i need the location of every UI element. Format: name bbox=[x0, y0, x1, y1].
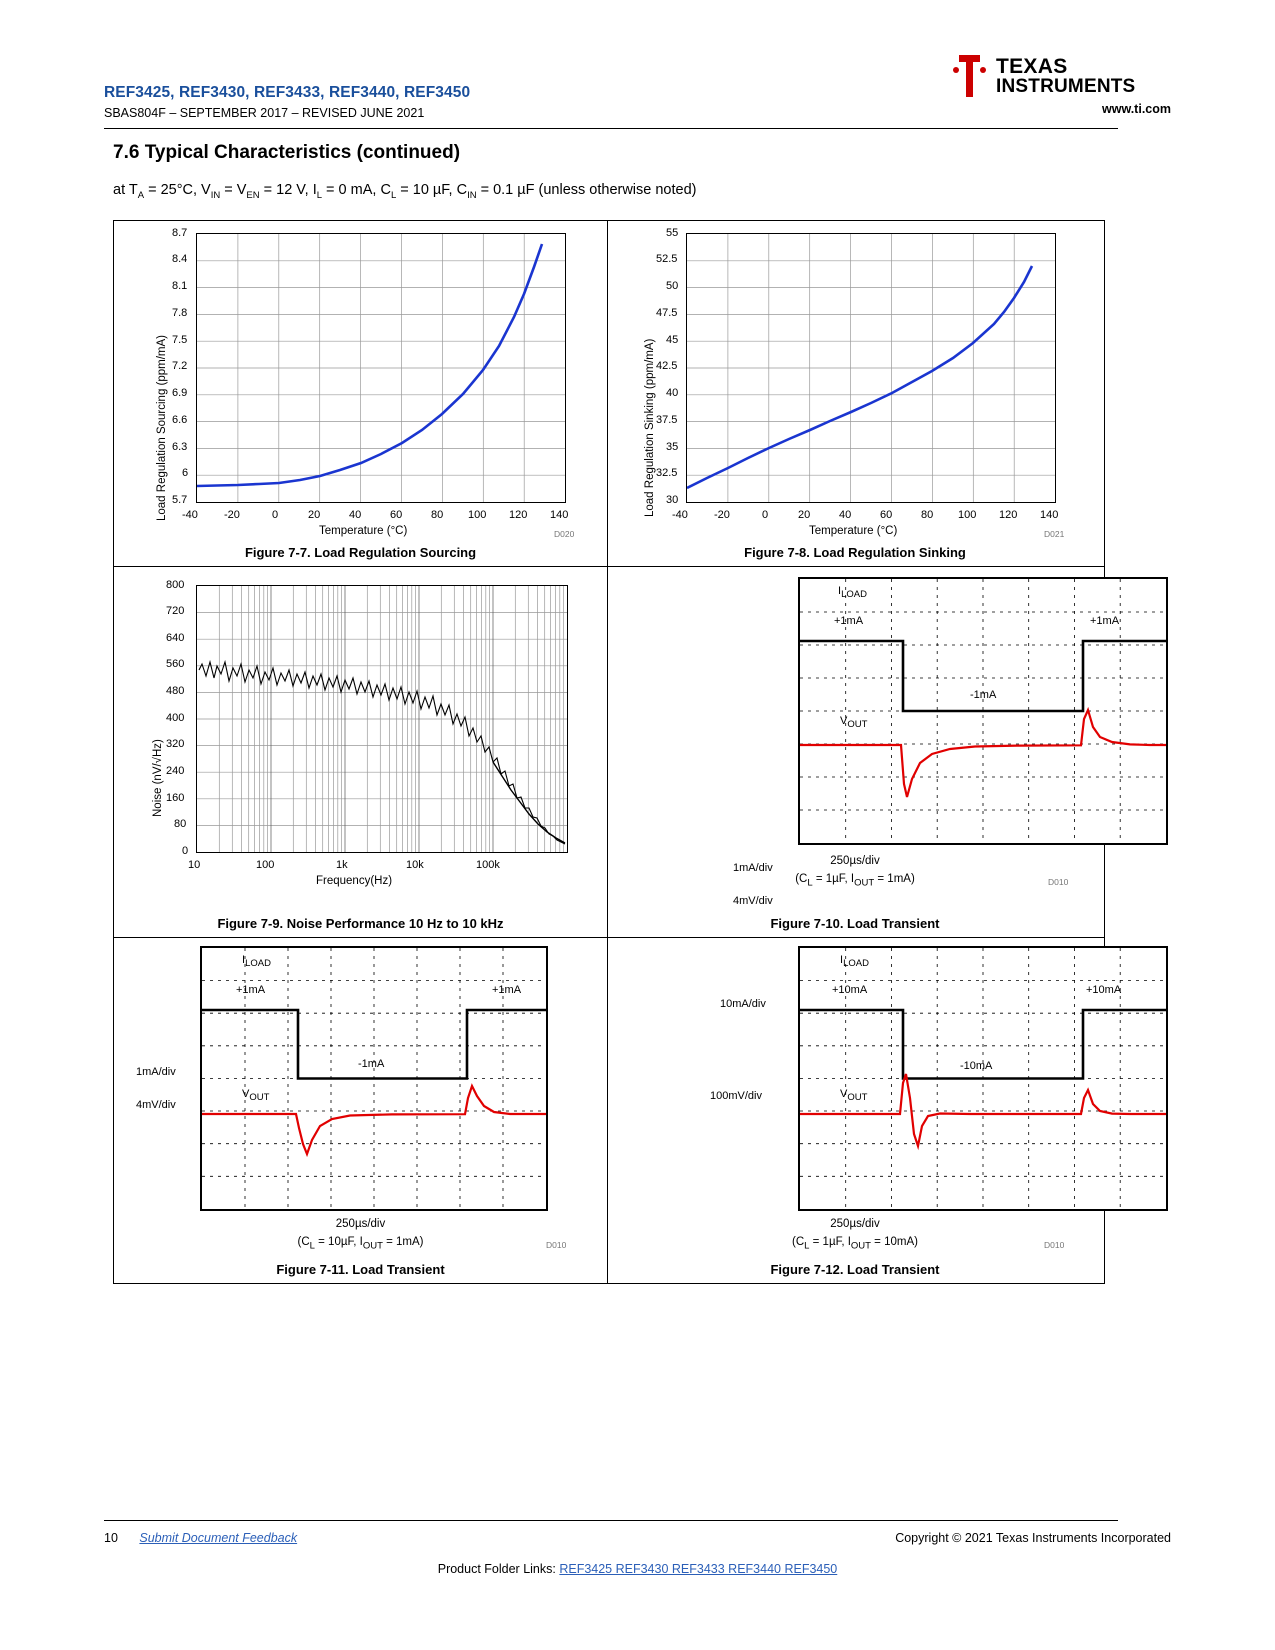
x-tick: 100 bbox=[958, 509, 977, 521]
y-tick: 720 bbox=[166, 605, 185, 617]
x-tick: 80 bbox=[921, 509, 934, 521]
figure-7-8 bbox=[608, 221, 1102, 566]
level-high-right: +1mA bbox=[492, 984, 522, 996]
y-tick: 6.3 bbox=[172, 441, 188, 453]
y-tick: 6.9 bbox=[172, 387, 188, 399]
x-tick: 10 bbox=[188, 859, 201, 871]
y-tick: 6.6 bbox=[172, 414, 188, 426]
y-axis-label: Noise (nV/√Hz) bbox=[152, 739, 164, 817]
x-axis-label: Temperature (°C) bbox=[809, 525, 898, 537]
figure-caption: Figure 7-12. Load Transient bbox=[770, 1262, 940, 1277]
timebase-label: 250µs/div bbox=[830, 855, 880, 867]
scale-i-label: 10mA/div bbox=[720, 998, 766, 1010]
document-id: SBAS804F – SEPTEMBER 2017 – REVISED JUNE 2021 bbox=[104, 106, 425, 120]
ti-logo-line1: TEXAS bbox=[996, 54, 1068, 78]
scale-v-label: 4mV/div bbox=[136, 1099, 176, 1111]
ti-logo bbox=[951, 55, 1171, 116]
footer-divider bbox=[104, 1520, 1118, 1521]
product-folder-links bbox=[0, 1562, 1275, 1576]
iload-label: $I_{LOAD}$ bbox=[840, 954, 869, 970]
level-high-left: +1mA bbox=[834, 615, 864, 627]
x-axis-label: Temperature (°C) bbox=[319, 525, 408, 537]
y-tick: 42.5 bbox=[656, 360, 678, 372]
figure-7-12 bbox=[608, 938, 1122, 1283]
scope-conditions: ($C_L = 10\mu F$, $I_{OUT} = 1mA$) bbox=[297, 1236, 424, 1252]
figure-code: D021 bbox=[1044, 529, 1065, 539]
y-tick: 40 bbox=[666, 387, 679, 399]
x-tick: 100k bbox=[476, 859, 500, 871]
figure-7-10 bbox=[608, 567, 1120, 937]
y-tick: 7.8 bbox=[172, 307, 188, 319]
y-tick: 640 bbox=[166, 632, 185, 644]
y-tick: 320 bbox=[166, 738, 185, 750]
y-tick: 32.5 bbox=[656, 467, 678, 479]
iload-label: $I_{LOAD}$ bbox=[242, 954, 271, 970]
x-tick: -20 bbox=[714, 509, 730, 521]
x-axis-label: Frequency(Hz) bbox=[316, 875, 393, 887]
y-tick: 6 bbox=[182, 467, 189, 479]
scale-i-label: 1mA/div bbox=[733, 862, 773, 874]
product-links[interactable]: REF3425 REF3430 REF3433 REF3440 REF3450 bbox=[559, 1562, 838, 1576]
figures-grid bbox=[113, 220, 1122, 1284]
test-conditions: at $T_A = 25^\circ C$, $V_{IN} = V_{EN} = 12$ V, $I_L = 0$ mA, $C_L = 10$ µF, $C_{IN} = 0.1$ µF (unless otherwise noted) bbox=[113, 182, 697, 201]
level-high-right: +10mA bbox=[1086, 984, 1122, 996]
x-tick: 40 bbox=[839, 509, 852, 521]
figure-caption: Figure 7-8. Load Regulation Sinking bbox=[744, 545, 966, 560]
figure-code: D010 bbox=[546, 1240, 567, 1250]
level-low: -1mA bbox=[970, 689, 997, 701]
vout-label: $V_{OUT}$ bbox=[242, 1088, 270, 1104]
y-tick: 37.5 bbox=[656, 414, 678, 426]
y-tick: 50 bbox=[666, 280, 679, 292]
y-tick: 7.5 bbox=[172, 334, 188, 346]
x-tick: 120 bbox=[509, 509, 528, 521]
x-tick: 140 bbox=[550, 509, 569, 521]
figure-caption: Figure 7-7. Load Regulation Sourcing bbox=[244, 545, 477, 560]
figure-caption: Figure 7-10. Load Transient bbox=[770, 916, 940, 931]
x-tick: 100 bbox=[468, 509, 487, 521]
scope-conditions: ($C_L = 1\mu F$, $I_{OUT} = 1mA$) bbox=[795, 873, 915, 889]
y-tick: 240 bbox=[166, 765, 185, 777]
level-high-left: +1mA bbox=[236, 984, 266, 996]
y-tick: 47.5 bbox=[656, 307, 678, 319]
figure-caption: Figure 7-11. Load Transient bbox=[276, 1262, 445, 1277]
x-tick: 80 bbox=[431, 509, 444, 521]
figure-7-9 bbox=[114, 567, 608, 937]
x-tick: 20 bbox=[798, 509, 811, 521]
page-number: 10 bbox=[104, 1531, 118, 1545]
ti-logo-line2: INSTRUMENTS bbox=[996, 76, 1136, 98]
x-tick: 140 bbox=[1040, 509, 1059, 521]
product-links-label: Product Folder Links: bbox=[437, 1562, 556, 1576]
y-tick: 8.7 bbox=[172, 227, 188, 239]
y-tick: 7.2 bbox=[172, 360, 188, 372]
level-high-left: +10mA bbox=[832, 984, 868, 996]
figure-7-11 bbox=[114, 938, 608, 1283]
header-divider bbox=[104, 128, 1118, 129]
section-heading: 7.6 Typical Characteristics (continued) bbox=[113, 142, 461, 163]
x-tick: -20 bbox=[224, 509, 240, 521]
iload-label: $I_{LOAD}$ bbox=[838, 585, 867, 601]
vout-label: $V_{OUT}$ bbox=[840, 1088, 868, 1104]
x-tick: 60 bbox=[880, 509, 893, 521]
figure-code: D020 bbox=[554, 529, 575, 539]
level-high-right: +1mA bbox=[1090, 615, 1120, 627]
y-tick: 35 bbox=[666, 441, 679, 453]
figure-code: D010 bbox=[1048, 877, 1069, 887]
x-tick: 40 bbox=[349, 509, 362, 521]
vout-label: $V_{OUT}$ bbox=[840, 715, 868, 731]
x-tick: 60 bbox=[390, 509, 403, 521]
y-tick: 400 bbox=[166, 712, 185, 724]
y-axis-label: Load Regulation Sourcing (ppm/mA) bbox=[156, 334, 168, 521]
y-tick: 45 bbox=[666, 334, 679, 346]
timebase-label: 250µs/div bbox=[335, 1218, 386, 1230]
y-tick: 160 bbox=[166, 792, 185, 804]
y-tick: 0 bbox=[182, 845, 189, 857]
level-low: -10mA bbox=[960, 1060, 993, 1072]
figure-caption: Figure 7-9. Noise Performance 10 Hz to 10 kHz bbox=[217, 916, 504, 931]
y-tick: 5.7 bbox=[172, 494, 188, 506]
y-tick: 30 bbox=[666, 494, 679, 506]
ti-website-link[interactable]: www.ti.com bbox=[1102, 102, 1171, 116]
y-tick: 800 bbox=[166, 579, 185, 591]
ti-mark-icon bbox=[951, 55, 989, 97]
figure-code: D010 bbox=[1044, 1240, 1065, 1250]
y-tick: 480 bbox=[166, 685, 185, 697]
y-tick: 52.5 bbox=[656, 253, 678, 265]
y-tick: 560 bbox=[166, 658, 185, 670]
y-tick: 8.4 bbox=[172, 253, 188, 265]
scale-v-label: 4mV/div bbox=[733, 895, 773, 907]
submit-feedback-link[interactable]: Submit Document Feedback bbox=[139, 1531, 298, 1545]
y-tick: 80 bbox=[174, 818, 187, 830]
y-tick: 8.1 bbox=[172, 280, 188, 292]
y-axis-label: Load Regulation Sinking (ppm/mA) bbox=[644, 338, 656, 517]
x-tick: 120 bbox=[999, 509, 1018, 521]
x-tick: 1k bbox=[336, 859, 348, 871]
scale-i-label: 1mA/div bbox=[136, 1066, 176, 1078]
y-tick: 55 bbox=[666, 227, 679, 239]
timebase-label: 250µs/div bbox=[830, 1218, 880, 1230]
scale-v-label: 100mV/div bbox=[710, 1090, 762, 1102]
plot-area bbox=[196, 585, 568, 853]
plot-area bbox=[196, 233, 566, 503]
x-tick: 0 bbox=[762, 509, 769, 521]
scope-conditions: ($C_L = 1\mu F$, $I_{OUT} = 10mA$) bbox=[792, 1236, 918, 1252]
x-tick: 0 bbox=[272, 509, 279, 521]
x-tick: -40 bbox=[672, 509, 688, 521]
page-title: REF3425, REF3430, REF3433, REF3440, REF3450 bbox=[104, 84, 471, 101]
x-tick: 20 bbox=[308, 509, 321, 521]
plot-area bbox=[686, 233, 1056, 503]
x-tick: 100 bbox=[256, 859, 275, 871]
x-tick: 10k bbox=[406, 859, 424, 871]
x-tick: -40 bbox=[182, 509, 198, 521]
level-low: -1mA bbox=[358, 1058, 385, 1070]
figure-7-7 bbox=[114, 221, 608, 566]
footer-left bbox=[104, 1531, 297, 1545]
copyright-text: Copyright © 2021 Texas Instruments Incorporated bbox=[895, 1531, 1171, 1545]
